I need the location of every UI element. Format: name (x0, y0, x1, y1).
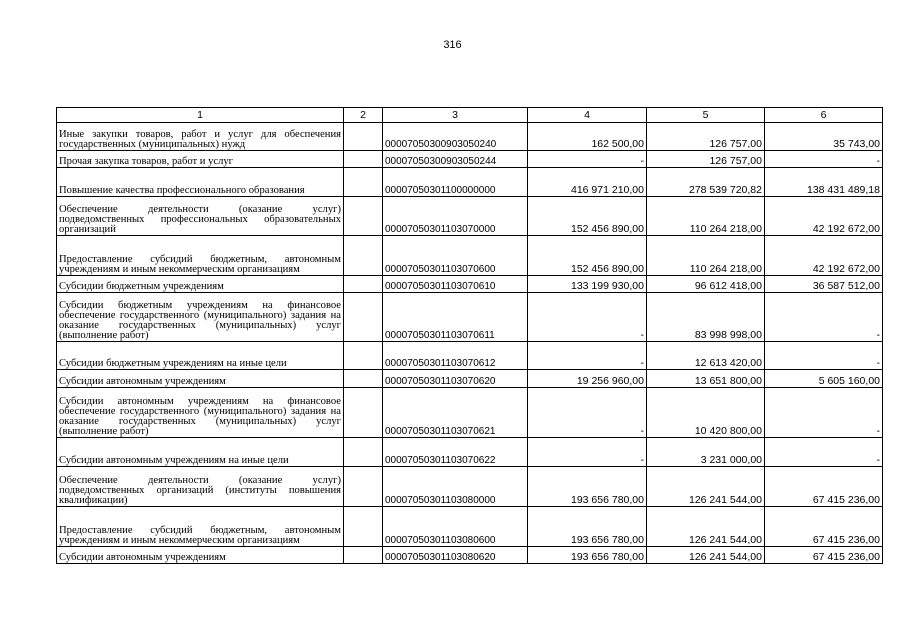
column-header-4: 4 (528, 108, 647, 123)
table-row (57, 197, 883, 236)
row-value-5: 278 539 720,82 (647, 168, 765, 197)
row-value-5: 83 998 998,00 (647, 293, 765, 342)
row-name: Субсидии автономным учреждениям на финансовое обеспечение государственного (муниципального) задания на оказание государственных (муниципальных) услуг (выполнение работ) (57, 388, 344, 438)
row-value-4: 152 456 890,00 (528, 236, 647, 276)
row-value-5: 110 264 218,00 (647, 197, 765, 236)
row-value-4: 162 500,00 (528, 123, 647, 151)
row-value-6: 138 431 489,18 (765, 168, 883, 197)
row-code: 00007050300903050240 (383, 123, 528, 151)
row-name: Предоставление субсидий бюджетным, автономным учреждениям и иным некоммерческим организациям (57, 507, 344, 547)
table-row (57, 236, 883, 276)
row-value-6: 67 415 236,00 (765, 507, 883, 547)
row-code: 00007050301103070621 (383, 388, 528, 438)
row-value-5: 13 651 800,00 (647, 370, 765, 388)
row-value-4: 19 256 960,00 (528, 370, 647, 388)
row-col2 (344, 547, 383, 564)
row-col2 (344, 276, 383, 293)
row-value-6: 42 192 672,00 (765, 197, 883, 236)
page-number: 316 (443, 39, 462, 51)
row-value-5: 96 612 418,00 (647, 276, 765, 293)
table-row (57, 547, 883, 564)
row-col2 (344, 507, 383, 547)
row-name: Иные закупки товаров, работ и услуг для обеспечения государственных (муниципальных) нужд (57, 123, 344, 151)
row-code: 00007050301103070000 (383, 197, 528, 236)
row-value-4: - (528, 151, 647, 168)
row-value-5: 110 264 218,00 (647, 236, 765, 276)
table-row (57, 123, 883, 151)
row-name: Субсидии автономным учреждениям (57, 547, 344, 564)
row-code: 00007050301103080600 (383, 507, 528, 547)
table-row (57, 342, 883, 370)
table-row (57, 168, 883, 197)
row-value-5: 126 241 544,00 (647, 507, 765, 547)
column-header-3: 3 (383, 108, 528, 123)
table-row (57, 507, 883, 547)
row-value-6: - (765, 438, 883, 467)
row-col2 (344, 467, 383, 507)
budget-table (56, 107, 883, 564)
row-col2 (344, 388, 383, 438)
table-row (57, 467, 883, 507)
row-name: Прочая закупка товаров, работ и услуг (57, 151, 344, 168)
header-row (57, 108, 883, 123)
row-value-4: 193 656 780,00 (528, 547, 647, 564)
table-row (57, 293, 883, 342)
row-col2 (344, 370, 383, 388)
row-value-5: 126 757,00 (647, 123, 765, 151)
row-name: Обеспечение деятельности (оказание услуг) подведомственных организаций (институты повышения квалификации) (57, 467, 344, 507)
row-code: 00007050301103070600 (383, 236, 528, 276)
column-header-1: 1 (57, 108, 344, 123)
row-col2 (344, 236, 383, 276)
row-name: Повышение качества профессионального образования (57, 168, 344, 197)
row-value-5: 126 241 544,00 (647, 547, 765, 564)
row-value-4: 133 199 930,00 (528, 276, 647, 293)
row-name: Субсидии бюджетным учреждениям (57, 276, 344, 293)
table-row (57, 438, 883, 467)
row-value-4: 193 656 780,00 (528, 507, 647, 547)
row-name: Субсидии бюджетным учреждениям на финансовое обеспечение государственного (муниципального) задания на оказание государственных (муниципальных) услуг (выполнение работ) (57, 293, 344, 342)
row-value-4: 152 456 890,00 (528, 197, 647, 236)
row-col2 (344, 197, 383, 236)
row-value-6: - (765, 342, 883, 370)
row-col2 (344, 293, 383, 342)
row-name: Субсидии бюджетным учреждениям на иные цели (57, 342, 344, 370)
row-value-6: - (765, 151, 883, 168)
row-value-6: 35 743,00 (765, 123, 883, 151)
row-value-5: 12 613 420,00 (647, 342, 765, 370)
row-col2 (344, 168, 383, 197)
row-value-4: - (528, 293, 647, 342)
table-row (57, 151, 883, 168)
row-code: 00007050301103080620 (383, 547, 528, 564)
row-code: 00007050300903050244 (383, 151, 528, 168)
row-col2 (344, 151, 383, 168)
row-code: 00007050301103070620 (383, 370, 528, 388)
row-value-6: 67 415 236,00 (765, 547, 883, 564)
row-value-4: 416 971 210,00 (528, 168, 647, 197)
row-value-5: 126 241 544,00 (647, 467, 765, 507)
row-value-6: 5 605 160,00 (765, 370, 883, 388)
row-name: Субсидии автономным учреждениям на иные цели (57, 438, 344, 467)
row-value-5: 126 757,00 (647, 151, 765, 168)
row-code: 00007050301103070610 (383, 276, 528, 293)
row-code: 00007050301103070612 (383, 342, 528, 370)
row-name: Предоставление субсидий бюджетным, автономным учреждениям и иным некоммерческим организациям (57, 236, 344, 276)
table-row (57, 370, 883, 388)
table-row (57, 276, 883, 293)
row-value-4: - (528, 388, 647, 438)
row-value-6: 36 587 512,00 (765, 276, 883, 293)
row-code: 00007050301103080000 (383, 467, 528, 507)
row-value-5: 3 231 000,00 (647, 438, 765, 467)
table-row (57, 388, 883, 438)
row-code: 00007050301103070622 (383, 438, 528, 467)
column-header-6: 6 (765, 108, 883, 123)
row-value-5: 10 420 800,00 (647, 388, 765, 438)
row-value-6: 67 415 236,00 (765, 467, 883, 507)
row-name: Обеспечение деятельности (оказание услуг) подведомственных профессиональных образовательных организаций (57, 197, 344, 236)
row-code: 00007050301100000000 (383, 168, 528, 197)
row-col2 (344, 342, 383, 370)
column-header-5: 5 (647, 108, 765, 123)
row-value-4: - (528, 342, 647, 370)
row-value-6: 42 192 672,00 (765, 236, 883, 276)
row-value-4: 193 656 780,00 (528, 467, 647, 507)
column-header-2: 2 (344, 108, 383, 123)
row-value-6: - (765, 293, 883, 342)
row-code: 00007050301103070611 (383, 293, 528, 342)
row-name: Субсидии автономным учреждениям (57, 370, 344, 388)
row-value-6: - (765, 388, 883, 438)
row-col2 (344, 438, 383, 467)
row-col2 (344, 123, 383, 151)
row-value-4: - (528, 438, 647, 467)
